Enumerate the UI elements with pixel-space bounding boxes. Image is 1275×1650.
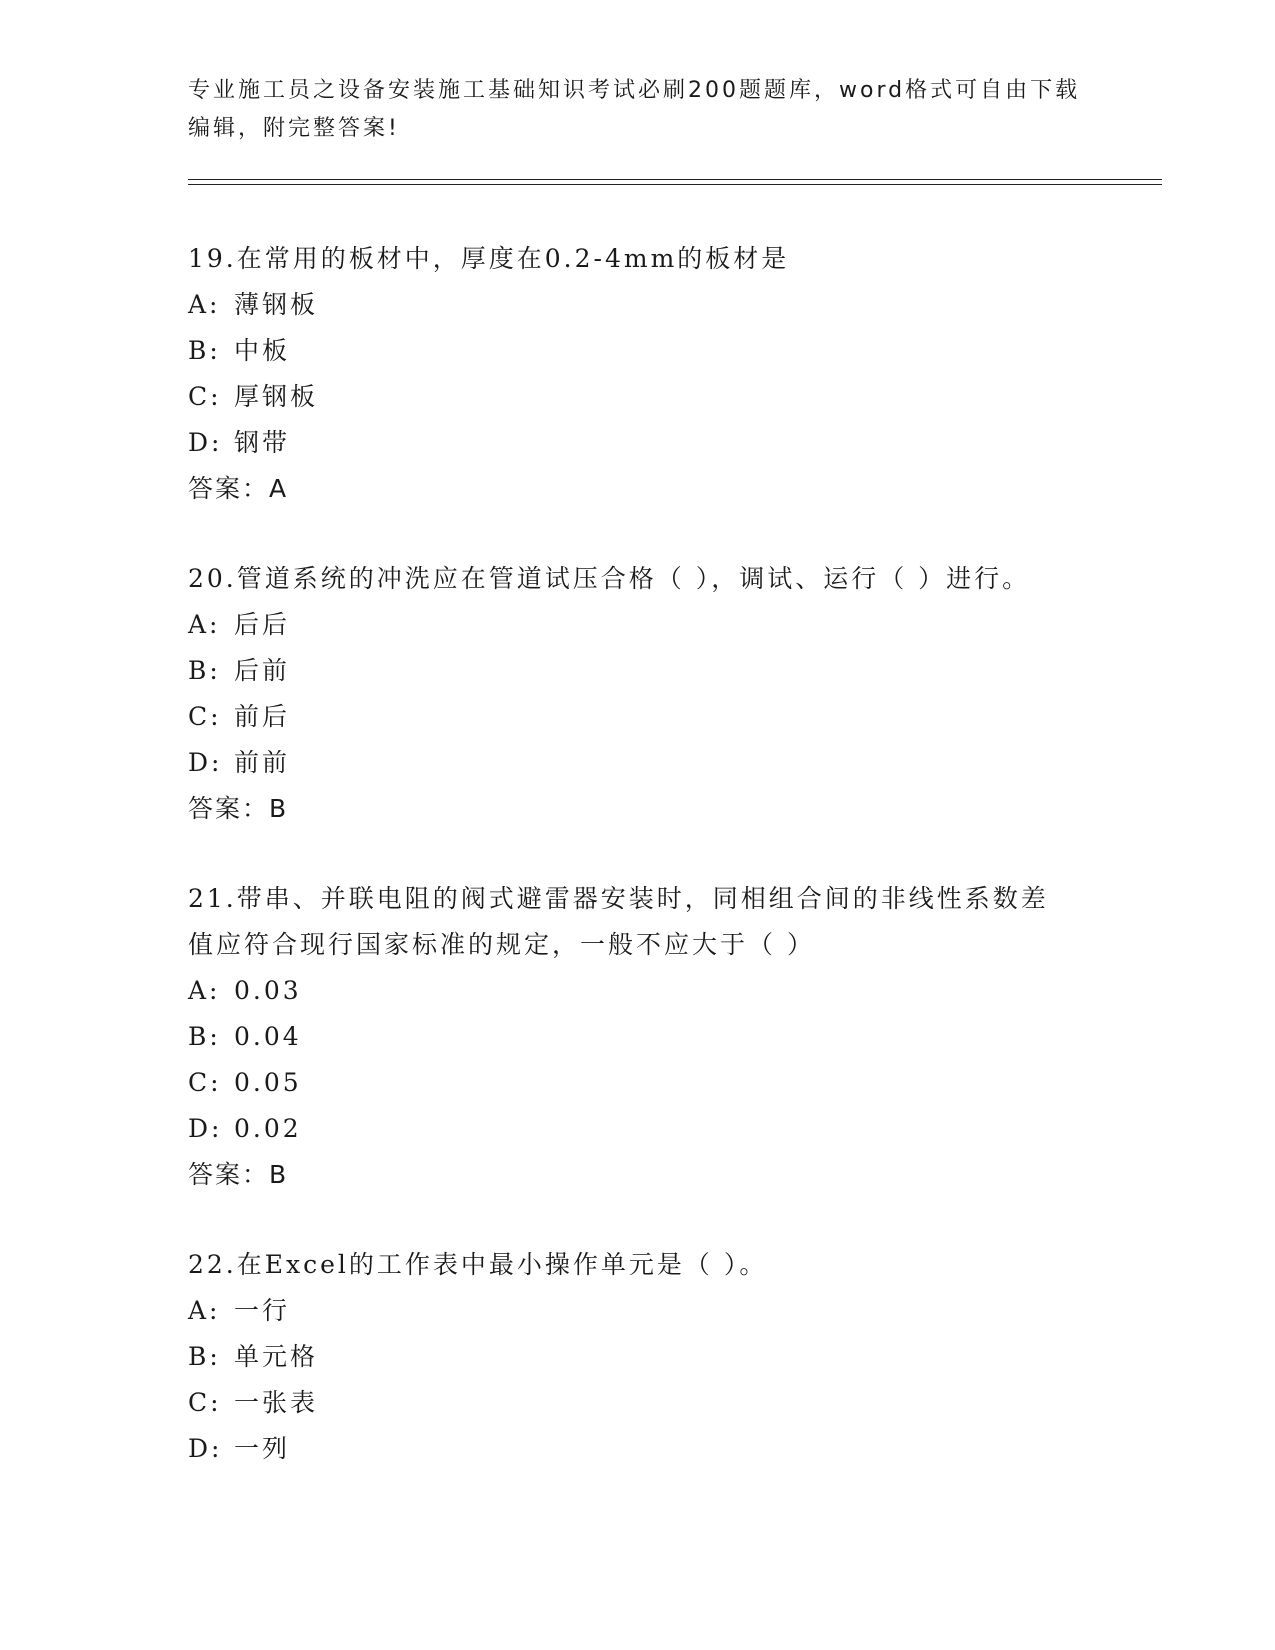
option-b: [188, 1334, 1088, 1380]
option-key: B:: [188, 656, 221, 685]
answer-line: 答案：B: [188, 794, 289, 823]
option-b: [188, 648, 1088, 694]
option-text: 前前: [234, 748, 291, 777]
question-21: [188, 876, 1088, 1198]
option-a: [188, 968, 1088, 1014]
option-key: D:: [188, 428, 223, 457]
option-text: 后后: [234, 610, 291, 639]
option-d: [188, 1426, 1088, 1472]
option-text: 薄钢板: [234, 290, 319, 319]
option-key: A:: [188, 610, 221, 639]
option-text: 前后: [234, 702, 291, 731]
header-title-line-1: 专业施工员之设备安装施工基础知识考试必刷200题题库，word格式可自由下载: [188, 78, 1081, 103]
option-key: A:: [188, 290, 221, 319]
answer-line: 答案：B: [188, 1160, 289, 1189]
question-text-line-1: 21.带串、并联电阻的阀式避雷器安装时，同相组合间的非线性系数差: [188, 884, 1049, 913]
option-text: 0.03: [234, 976, 302, 1005]
header-divider-bottom: [188, 184, 1162, 185]
option-d: [188, 1106, 1088, 1152]
option-key: C:: [188, 702, 222, 731]
option-a: [188, 282, 1088, 328]
question-text: 19.在常用的板材中，厚度在0.2-4mm的板材是: [188, 244, 790, 273]
question-text-line-2: 值应符合现行国家标准的规定，一般不应大于（ ）: [188, 930, 815, 959]
option-c: [188, 374, 1088, 420]
answer-line: 答案：A: [188, 474, 289, 503]
option-text: 0.05: [234, 1068, 302, 1097]
option-d: [188, 420, 1088, 466]
option-text: 0.04: [234, 1022, 302, 1051]
option-b: [188, 328, 1088, 374]
option-text: 钢带: [234, 428, 291, 457]
question-text: 20.管道系统的冲洗应在管道试压合格（ ），调试、运行（ ）进行。: [188, 564, 1031, 593]
option-key: C:: [188, 1388, 222, 1417]
option-text: 单元格: [234, 1342, 319, 1371]
question-19: [188, 236, 1088, 512]
option-key: D:: [188, 1114, 223, 1143]
option-key: B:: [188, 1022, 221, 1051]
option-key: B:: [188, 1342, 221, 1371]
option-text: 一行: [234, 1296, 291, 1325]
question-22: [188, 1242, 1088, 1472]
option-key: A:: [188, 1296, 221, 1325]
question-20: [188, 556, 1088, 832]
question-text: 22.在Excel的工作表中最小操作单元是（ ）。: [188, 1250, 768, 1279]
option-key: A:: [188, 976, 221, 1005]
option-key: D:: [188, 1434, 223, 1463]
option-c: [188, 1380, 1088, 1426]
option-a: [188, 602, 1088, 648]
document-header: [188, 72, 1088, 148]
header-title-line-2: 编辑，附完整答案!: [188, 116, 400, 141]
option-key: D:: [188, 748, 223, 777]
option-text: 中板: [234, 336, 291, 365]
option-text: 0.02: [234, 1114, 302, 1143]
option-c: [188, 1060, 1088, 1106]
option-a: [188, 1288, 1088, 1334]
option-key: C:: [188, 1068, 222, 1097]
option-key: C:: [188, 382, 222, 411]
option-d: [188, 740, 1088, 786]
option-c: [188, 694, 1088, 740]
option-text: 一列: [234, 1434, 291, 1463]
option-b: [188, 1014, 1088, 1060]
header-divider-top: [188, 179, 1162, 180]
option-text: 后前: [234, 656, 291, 685]
option-text: 一张表: [234, 1388, 319, 1417]
option-key: B:: [188, 336, 221, 365]
option-text: 厚钢板: [234, 382, 319, 411]
